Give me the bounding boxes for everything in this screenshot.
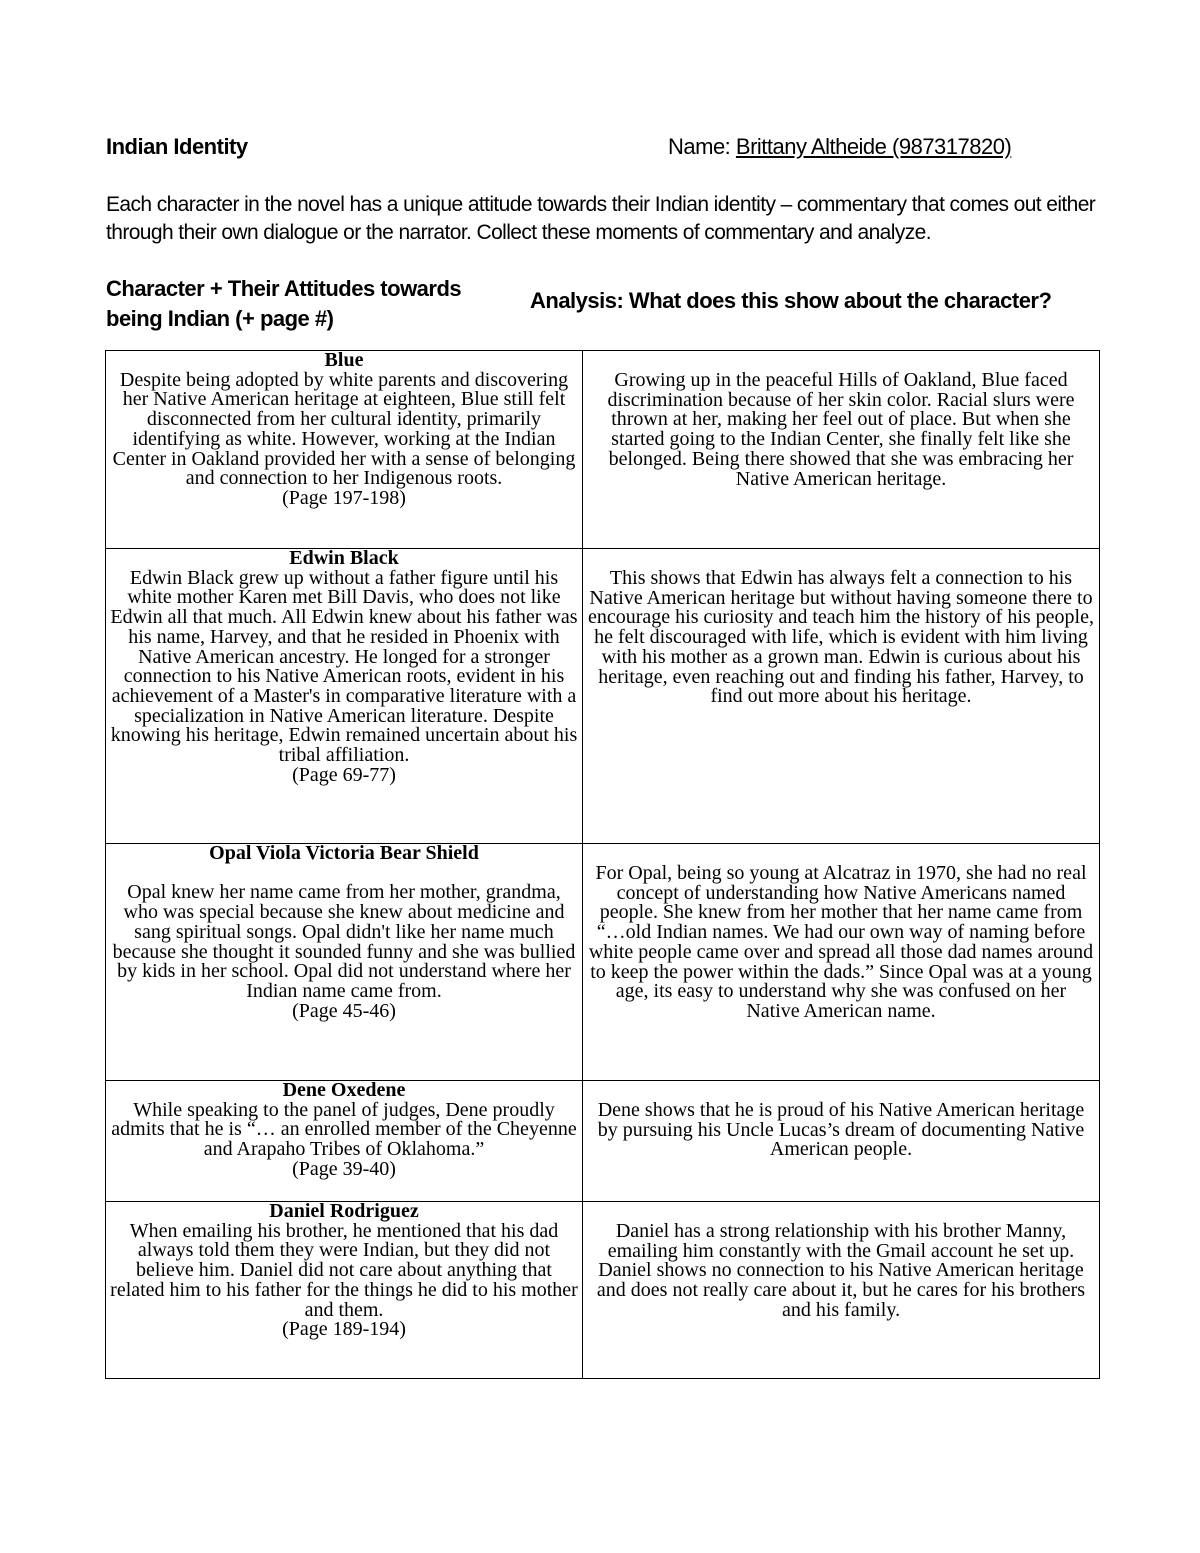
analysis-cell (583, 351, 1100, 549)
character-name: Blue (324, 350, 364, 371)
attitude-text: Edwin Black grew up without a father figure until his white mother Karen met Bill Davis, who does not like Edwin all that much. All Edwin knew about his father was his name, Harvey, and that he resided in Phoenix with Native American ancestry. He longed for a stronger connection to his Native American roots, evident in his achievement of a Master's in comparative literature with a specialization in Native American literature. Despite knowing his heritage, Edwin remained uncertain about his tribal affiliation. (110, 566, 578, 767)
analysis-cell (583, 1081, 1100, 1202)
table-row (106, 351, 1100, 549)
attitude-text: Opal knew her name came from her mother, grandma, who was special because she knew about medicine and sang spiritual songs. Opal didn't like her name much because she thought it sounded funny and she was bullied by kids in her school. Opal did not understand where her Indian name came from. (112, 881, 576, 1002)
table-row (106, 549, 1100, 844)
attitude-text: Despite being adopted by white parents and discovering her Native American heritage at eighteen, Blue still felt disconnected from her cultural identity, primarily identifying as white. However, working at the Indian Center in Oakland provided her with a sense of belonging and connection to her Indigenous roots. (112, 368, 576, 490)
column-heading-character-line2: being Indian (+ page #) (106, 306, 334, 331)
instructions-paragraph: Each character in the novel has a unique attitude towards their Indian identity – commentary that comes out either through their own dialogue or the narrator. Collect these moments of commentary and analyze. (106, 193, 1096, 244)
attitude-text: While speaking to the panel of judges, Dene proudly admits that he is “… an enrolled member of the Cheyenne and Arapaho Tribes of Oklahoma.” (111, 1098, 577, 1161)
analysis-text: Daniel has a strong relationship with his brother Manny, emailing him constantly with the Gmail account he set up. Daniel shows no connection to his Native American heritage and does not really care about it, but he cares for his brothers and his family. (596, 1220, 1086, 1321)
page-reference: (Page 69-77) (292, 763, 396, 786)
page-reference: (Page 45-46) (292, 999, 396, 1022)
analysis-text: This shows that Edwin has always felt a connection to his Native American heritage but without having someone there to encourage his curiosity and teach him the history of his people, he felt discouraged with life, which is evident with him living with his mother as a grown man. Edwin is curious about his heritage, even reaching out and finding his father, Harvey, to find out more about his heritage. (588, 567, 1094, 708)
analysis-cell (583, 844, 1100, 1081)
student-name-line (668, 134, 1011, 160)
attitude-text: When emailing his brother, he mentioned that his dad always told them they were Indian, but they did not believe him. Daniel did not care about anything that related him to his father for the things he did to his mother and them. (110, 1219, 578, 1321)
character-name: Opal Viola Victoria Bear Shield (209, 843, 479, 864)
attitude-cell (106, 351, 583, 549)
character-name: Daniel Rodriguez (269, 1201, 419, 1222)
attitude-cell (106, 1202, 583, 1379)
column-heading-character-line1: Character + Their Attitudes towards (106, 276, 462, 301)
character-analysis-table (105, 350, 1100, 1379)
table-row (106, 1081, 1100, 1202)
page-reference: (Page 39-40) (292, 1157, 396, 1180)
attitude-cell (106, 1081, 583, 1202)
analysis-text: For Opal, being so young at Alcatraz in 1970, she had no real concept of understanding how Native Americans named people. She knew from her mother that her name came from “…old Indian names. We had our own way of naming before white people came over and spread all those dad names around to keep the power within the dads.” Since Opal was at a young age, its easy to understand why she was confused on her Native American name. (588, 862, 1094, 1022)
table-row (106, 1202, 1100, 1379)
page-reference: (Page 189-194) (282, 1318, 406, 1341)
character-name: Edwin Black (289, 548, 399, 569)
column-heading-analysis: Analysis: What does this show about the character? (530, 288, 1052, 313)
character-name: Dene Oxedene (282, 1080, 406, 1101)
page-reference: (Page 197-198) (282, 486, 406, 509)
table-row (106, 844, 1100, 1081)
column-heading-character (106, 274, 506, 334)
analysis-text: Growing up in the peaceful Hills of Oakland, Blue faced discrimination because of her skin color. Racial slurs were thrown at her, making her feel out of place. But when she started going to the Indian Center, she finally felt like she belonged. Being there showed that she was embracing her Native American heritage. (607, 369, 1075, 490)
analysis-cell (583, 549, 1100, 844)
analysis-text: Dene shows that he is proud of his Native American heritage by pursuing his Uncle Lucas’s dream of documenting Native American people. (597, 1099, 1085, 1161)
analysis-cell (583, 1202, 1100, 1379)
name-label: Name: (668, 134, 731, 159)
attitude-cell (106, 844, 583, 1081)
document-title: Indian Identity (106, 134, 248, 159)
attitude-cell (106, 549, 583, 844)
student-name: Brittany Altheide (987317820) (735, 134, 1012, 159)
